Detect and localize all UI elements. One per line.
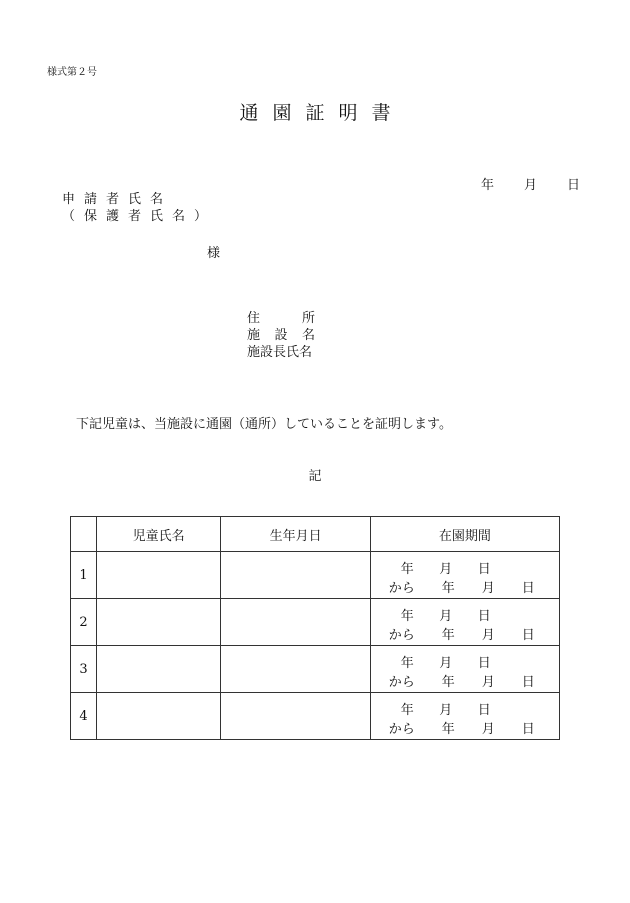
period-start — [401, 605, 491, 624]
table-header-row — [71, 517, 560, 552]
table-row — [71, 599, 560, 646]
row-number: 2 — [71, 599, 97, 646]
date-line — [481, 174, 580, 193]
name-char-1: 施 — [247, 328, 261, 343]
period-day: 日 — [521, 628, 535, 643]
table-row — [71, 693, 560, 740]
period-month: 月 — [481, 628, 495, 643]
facility-address-label — [247, 310, 315, 327]
applicant-line1: 申請者氏名 — [62, 192, 173, 207]
period-from: から — [388, 722, 415, 737]
date-year: 年 — [480, 178, 494, 193]
header-birth-date: 生年月日 — [221, 517, 370, 552]
form-number: 様式第２号 — [47, 67, 97, 78]
period-month: 月 — [439, 703, 453, 718]
row-number: 3 — [71, 646, 97, 693]
header-enrollment-period: 在園期間 — [370, 517, 559, 552]
period-year: 年 — [441, 675, 455, 690]
period-day: 日 — [477, 609, 491, 624]
period-year: 年 — [400, 656, 414, 671]
applicant-line2: （保護者氏名） — [62, 209, 217, 224]
child-name-cell[interactable] — [96, 599, 220, 646]
period-day: 日 — [521, 722, 535, 737]
child-name-cell[interactable] — [96, 693, 220, 740]
child-name-cell[interactable] — [96, 552, 220, 599]
period-start — [401, 558, 491, 577]
period-start — [401, 699, 491, 718]
period-month: 月 — [481, 581, 495, 596]
address-char-1: 住 — [247, 311, 261, 326]
table-row — [71, 552, 560, 599]
birth-date-cell[interactable] — [221, 693, 370, 740]
children-table — [70, 516, 560, 740]
period-month: 月 — [439, 609, 453, 624]
page-title: 通園証明書 — [239, 102, 405, 124]
period-cell[interactable] — [370, 646, 559, 693]
date-month: 月 — [523, 178, 537, 193]
period-month: 月 — [439, 562, 453, 577]
header-number — [71, 517, 97, 552]
date-day: 日 — [566, 178, 580, 193]
period-year: 年 — [400, 609, 414, 624]
header-child-name: 児童氏名 — [96, 517, 220, 552]
ki-heading: 記 — [308, 469, 322, 484]
period-from: から — [388, 628, 415, 643]
facility-head-label: 施設長氏名 — [247, 345, 313, 360]
period-month: 月 — [481, 675, 495, 690]
period-day: 日 — [477, 703, 491, 718]
period-year: 年 — [441, 722, 455, 737]
period-cell[interactable] — [370, 552, 559, 599]
period-month: 月 — [439, 656, 453, 671]
period-start — [401, 652, 491, 671]
name-char-3: 名 — [301, 328, 315, 343]
honorific: 様 — [207, 246, 221, 261]
period-end — [389, 671, 535, 690]
name-char-2: 設 — [274, 328, 288, 343]
row-number: 1 — [71, 552, 97, 599]
period-year: 年 — [441, 581, 455, 596]
facility-name-label — [247, 327, 315, 344]
period-day: 日 — [521, 675, 535, 690]
period-year: 年 — [441, 628, 455, 643]
period-day: 日 — [477, 562, 491, 577]
period-year: 年 — [400, 703, 414, 718]
child-name-cell[interactable] — [96, 646, 220, 693]
table-row — [71, 646, 560, 693]
period-day: 日 — [521, 581, 535, 596]
row-number: 4 — [71, 693, 97, 740]
facility-block — [247, 310, 315, 361]
birth-date-cell[interactable] — [221, 599, 370, 646]
period-from: から — [388, 675, 415, 690]
period-end — [389, 718, 535, 737]
period-from: から — [388, 581, 415, 596]
applicant-label — [62, 191, 216, 225]
period-end — [389, 624, 535, 643]
period-cell[interactable] — [370, 599, 559, 646]
period-day: 日 — [477, 656, 491, 671]
birth-date-cell[interactable] — [221, 646, 370, 693]
period-cell[interactable] — [370, 693, 559, 740]
period-month: 月 — [481, 722, 495, 737]
certification-statement: 下記児童は、当施設に通園（通所）していることを証明します。 — [76, 417, 452, 432]
period-year: 年 — [400, 562, 414, 577]
address-char-2: 所 — [301, 311, 315, 326]
birth-date-cell[interactable] — [221, 552, 370, 599]
period-end — [389, 577, 535, 596]
